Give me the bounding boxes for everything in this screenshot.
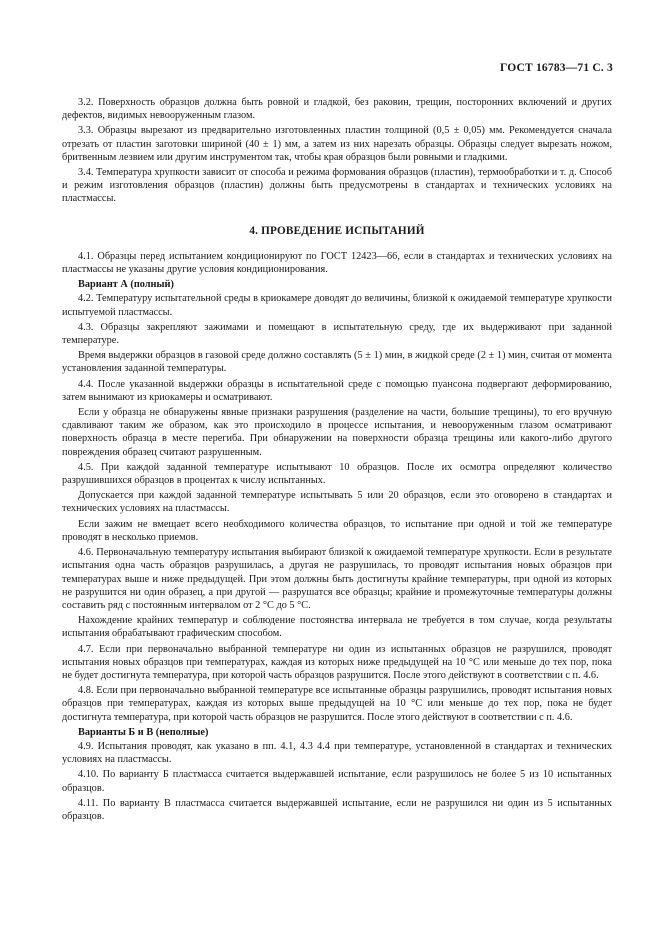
paragraph-3-4: 3.4. Температура хрупкости зависит от способа и режима формования образцов (пластин), термообработки и т. д. Способ и режим изготовления образцов (пластин) должны быть предусмотрены в стандартах и технических условиях на пластмассы. (62, 167, 612, 205)
paragraph-4-1: 4.1. Образцы перед испытанием кондиционируют по ГОСТ 12423—66, если в стандартах и технических условиях на пластмассы не указаны другие условия кондиционирования. (62, 250, 612, 276)
paragraph-4-8: 4.8. Если при первоначально выбранной температуре все испытанные образцы разрушились, проводят испытания новых образцов при температурах, каждая из которых выше предыдущей на 10 °С или меньше до тех пор, пока не будет достигнута температура, при которой часть образцов не разрушится. После этого действуют в соответствии с п. 4.6. (62, 685, 612, 723)
paragraph-clamp-capacity: Если зажим не вмещает всего необходимого количества образцов, то испытание при одной и той же температуре проводят в несколько приемов. (62, 518, 612, 543)
paragraph-3-2: 3.2. Поверхность образцов должна быть ровной и гладкой, без раковин, трещин, посторонних включений и других дефектов, видимых невооруженным глазом. (62, 97, 612, 122)
paragraph-4-5: 4.5. При каждой заданной температуре испытывают 10 образцов. После их осмотра определяют количество разрушившихся образцов в процентах к числу испытанных. (62, 461, 612, 487)
subheading-variants-b-c: Варианты Б и В (неполные) (78, 726, 209, 738)
paragraph-4-9: 4.9. Испытания проводят, как указано в пп. 4.1, 4.3 4.4 при температуре, установленной в стандартах и технических условиях на пластмассы. (62, 740, 612, 766)
paragraph-sample-count: Допускается при каждой заданной температуре испытывать 5 или 20 образцов, если это оговорено в стандартах и технических условиях на пластмассы. (62, 490, 612, 515)
paragraph-3-3: 3.3. Образцы вырезают из предварительно изготовленных пластин толщиной (0,5 ± 0,05) мм. Рекомендуется сначала отрезать от пластин заготовки шириной (40 ± 1) мм, а затем из них нарезать образцы. Образцы следует вырезать ножом, бритвенным лезвием или другим инструментом так, чтобы края образцов были ровными и гладкими. (62, 125, 612, 163)
section-title: 4. ПРОВЕДЕНИЕ ИСПЫТАНИЙ (249, 224, 425, 237)
paragraph-damage-check: Если у образца не обнаружены явные признаки разрушения (разделение на части, большие трещины), то его вручную сдавливают таким же образом, как это происходило в процессе испытания, и невооруженным глазом осматривают поверхность образца в месте перегиба. При обнаружении на поверхности образца трещины или какого-либо другого повреждения образец считают разрушенным. (62, 407, 612, 458)
paragraph-4-6: 4.6. Первоначальную температуру испытания выбирают близкой к ожидаемой температуре хрупкости. Если в результате испытания одна часть образцов разрушилась, а другая не разрушилась, то проводят испытания новых образцов при температурах выше и ниже предыдущей. При этом должны быть достигнуты крайние температуры, при одной из которых не разрушится ни один образец, а при другой — разрушатся все образцы; крайние и промежуточные температуры должны составить ряд с постоянным интервалом от 2 °С до 5 °С. (62, 547, 612, 611)
paragraph-exposure-time: Время выдержки образцов в газовой среде должно составлять (5 ± 1) мин, в жидкой среде (2 ± 1) мин, считая от момента установления заданной температуры. (62, 350, 612, 375)
paragraph-4-10: 4.10. По варианту Б пластмасса считается выдержавшей испытание, если разрушилось не более 5 из 10 испытанных образцов. (62, 769, 612, 794)
paragraph-4-2: 4.2. Температуру испытательной среды в криокамере доводят до величины, близкой к ожидаемой температуре хрупкости испытуемой пластмассы. (62, 293, 612, 318)
paragraph-4-7: 4.7. Если при первоначально выбранной температуре ни один из испытанных образцов не разрушился, проводят испытания новых образцов при температурах, каждая из которых ниже предыдущей на 10 °С или меньше до тех пор, пока не будет достигнута температура, при которой часть образцов разрушится. После этого действуют в соответствии с п. 4.6. (62, 643, 612, 681)
document-body (62, 96, 612, 825)
page-header: ГОСТ 16783—71 С. 3 (500, 62, 613, 74)
paragraph-4-3: 4.3. Образцы закрепляют зажимами и помещают в испытательную среду, где их выдерживают при заданной температуре. (62, 321, 612, 347)
subheading-variant-a: Вариант А (полный) (78, 279, 174, 291)
paragraph-4-4: 4.4. После указанной выдержки образцы в испытательной среде с помощью пуансона подвергают деформированию, затем вынимают из криокамеры и осматривают. (62, 378, 612, 403)
paragraph-graphical-method: Нахождение крайних температур и соблюдение постоянства интервала не требуется в том случае, когда результаты испытания обрабатывают графическим способом. (62, 615, 612, 640)
paragraph-4-11: 4.11. По варианту В пластмасса считается выдержавшей испытание, если не разрушился ни один из 5 испытанных образцов. (62, 797, 612, 822)
